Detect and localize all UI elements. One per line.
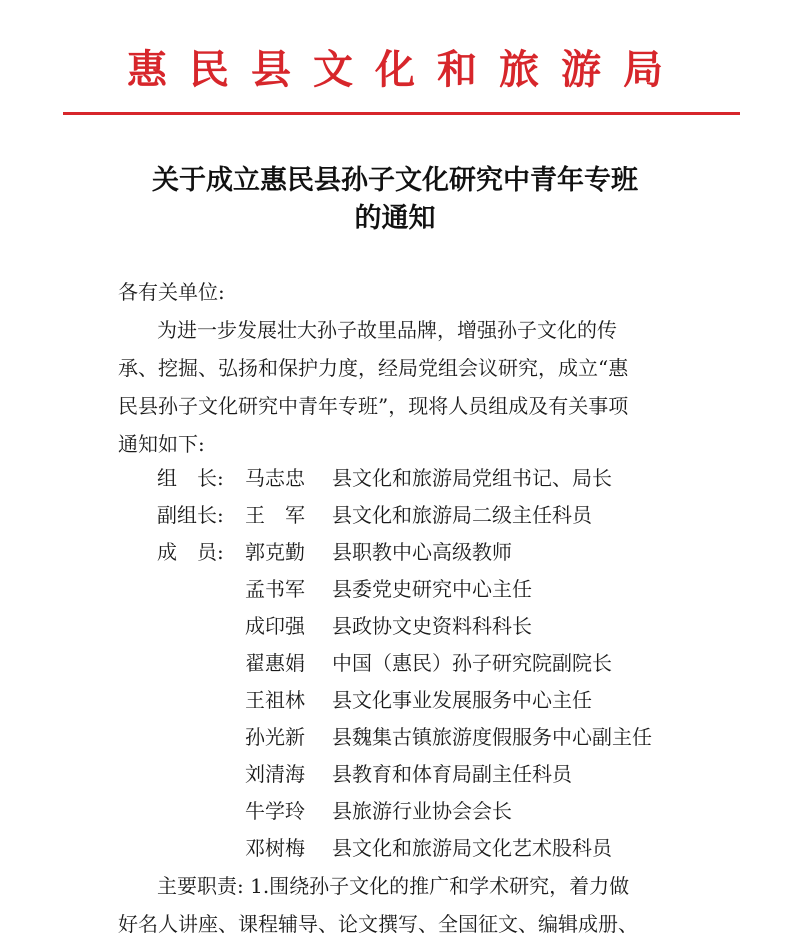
document-title-line-1: 关于成立惠民县孙子文化研究中青年专班 [152,165,638,196]
member-role: 副组长: [157,503,224,527]
duties-line-1: 主要职责: 1.围绕孙子文化的推广和学术研究，着力做 [157,874,630,898]
issuing-authority-header: 惠民县文化和旅游局 [127,46,685,93]
member-position: 县文化和旅游局二级主任科员 [332,503,592,527]
member-name: 马志忠 [245,466,305,490]
member-name: 成印强 [245,614,305,638]
member-name: 翟惠娟 [245,651,305,675]
member-name: 王祖林 [245,688,305,712]
member-name: 邓树梅 [245,836,305,860]
member-name: 孟书军 [245,577,305,601]
document-title-line-2: 的通知 [354,203,436,234]
member-position: 县教育和体育局副主任科员 [332,762,572,786]
intro-line-1: 为进一步发展壮大孙子故里品牌，增强孙子文化的传 [157,318,617,342]
red-header-rule [63,112,740,115]
intro-line-2: 承、挖掘、弘扬和保护力度，经局党组会议研究，成立“惠 [118,356,629,380]
member-name: 郭克勤 [245,540,305,564]
member-name: 刘清海 [245,762,305,786]
member-position: 县文化和旅游局党组书记、局长 [332,466,612,490]
intro-line-3: 民县孙子文化研究中青年专班”，现将人员组成及有关事项 [118,394,629,418]
member-position: 县文化和旅游局文化艺术股科员 [332,836,612,860]
member-name: 王 军 [245,503,305,527]
salutation: 各有关单位: [118,280,225,304]
member-position: 县旅游行业协会会长 [332,799,512,823]
member-position: 县文化事业发展服务中心主任 [332,688,592,712]
member-role: 成 员: [157,540,224,564]
intro-line-4: 通知如下: [118,432,205,456]
member-position: 县政协文史资料科科长 [332,614,532,638]
member-name: 牛学玲 [245,799,305,823]
member-position: 县魏集古镇旅游度假服务中心副主任 [332,725,652,749]
member-position: 县职教中心高级教师 [332,540,512,564]
member-name: 孙光新 [245,725,305,749]
member-position: 县委党史研究中心主任 [332,577,532,601]
member-role: 组 长: [157,466,224,490]
member-position: 中国（惠民）孙子研究院副院长 [332,651,612,675]
duties-line-2: 好名人讲座、课程辅导、论文撰写、全国征文、编辑成册、 [118,912,638,936]
